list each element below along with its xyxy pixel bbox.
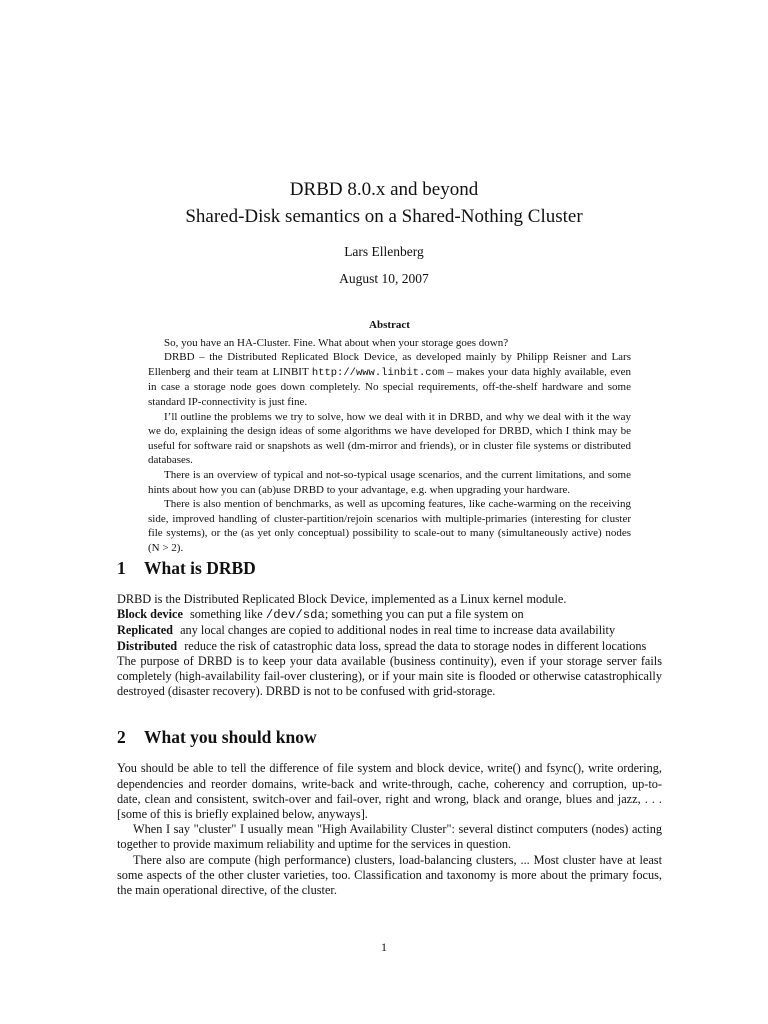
definition-term: Replicated [117,623,174,638]
device-path-code: /dev/sda [265,608,325,623]
definition-replicated [117,623,662,638]
definition-term: Distributed [117,638,178,653]
section-title: What you should know [144,727,317,748]
abstract-paragraph: I’ll outline the problems we try to solve, how we deal with it in DRBD, and why we deal with it the way we do, explaining the design ideas of some algorithms we have developed for DRBD, which I think may be useful for software raid or snapshots as well (dm-mirror and friends), or in cluster file systems or distributed databases. [148,410,631,467]
section-paragraph: DRBD is the Distributed Replicated Block Device, implemented as a Linux kernel module. [117,592,567,606]
author-name: Lars Ellenberg [344,244,424,259]
definition-text: reduce the risk of catastrophic data loss, spread the data to storage nodes in different locations [184,638,647,653]
publication-date: August 10, 2007 [339,271,429,286]
abstract-text: – makes your data highly available, even in case a storage node goes down completely. No special requirements, off-the-shelf hardware and some standard IP-connectivity is just fine. [148,365,631,408]
definition-block-device [117,607,662,623]
paper-title-line-2: Shared-Disk semantics on a Shared-Nothing Cluster [185,206,583,227]
section-number: 2 [117,727,126,748]
abstract-paragraph: There is also mention of benchmarks, as well as upcoming features, like cache-warming on the receiving side, improved handling of cluster-partition/rejoin scenarios with multiple-primaries (interesting for cluster file systems), or the (as yet only conceptual) possibility to scale-out to many (simultaneously active) nodes (N > 2). [148,498,631,554]
definition-distributed [117,639,662,654]
title-block [0,176,768,288]
abstract-heading: Abstract [369,319,410,331]
linbit-url-link[interactable]: http://www.linbit.com [311,366,445,379]
abstract-paragraph: So, you have an HA-Cluster. Fine. What about when your storage goes down? [164,336,509,349]
main-body [117,556,662,898]
definition-text: ; something you can put a file system on [324,607,524,622]
section-paragraph: The purpose of DRBD is to keep your data available (business continuity), even if your storage server fails completely (high-availability fail-over clustering), or if your main site is flooded or otherwise catastrophically destroyed (disaster recovery). DRBD is not to be confused with grid-storage. [117,653,662,699]
section-paragraph: You should be able to tell the difference of file system and block device, write() and fsync(), write ordering, dependencies and reorder domains, write-back and write-through, cache, coherency and corruption, up-to-date, clean and consistent, switch-over and fail-over, right and wrong, black and orange, blues and jazz, . . . [some of this is briefly explained below, anyways]. [117,761,662,822]
abstract-paragraph: There is an overview of typical and not-so-typical usage scenarios, and the current limitations, and some hints about how you can (ab)use DRBD to your advantage, e.g. when upgrading your hardware. [148,468,631,496]
section-title: What is DRBD [144,558,256,578]
definition-text: any local changes are copied to additional nodes in real time to increase data availability [180,623,616,638]
section-heading-1 [117,556,662,580]
abstract-paragraph [148,350,631,409]
section-number: 1 [117,558,126,578]
section-paragraph: When I say "cluster" I usually mean "High Availability Cluster": several distinct computers (nodes) acting together to provide maximum reliability and uptime for the services in question. [117,822,662,852]
paper-title-line-1: DRBD 8.0.x and beyond [289,179,479,200]
section-heading-2 [117,725,662,749]
definition-text: something like [190,607,266,622]
page-number: 1 [381,940,387,954]
definition-term: Block device [117,607,183,622]
abstract [148,318,631,556]
abstract-text: DRBD – the Distributed Replicated Block Device, as developed mainly by Philipp Reisner and Lars Ellenberg and their team at LINBIT [148,351,631,378]
section-paragraph: There also are compute (high performance) clusters, load-balancing clusters, ... Most cluster have at least some aspects of the other cluster varieties, too. Classification and taxonomy is more about the primary focus, the main operational directive, of the cluster. [117,852,662,898]
